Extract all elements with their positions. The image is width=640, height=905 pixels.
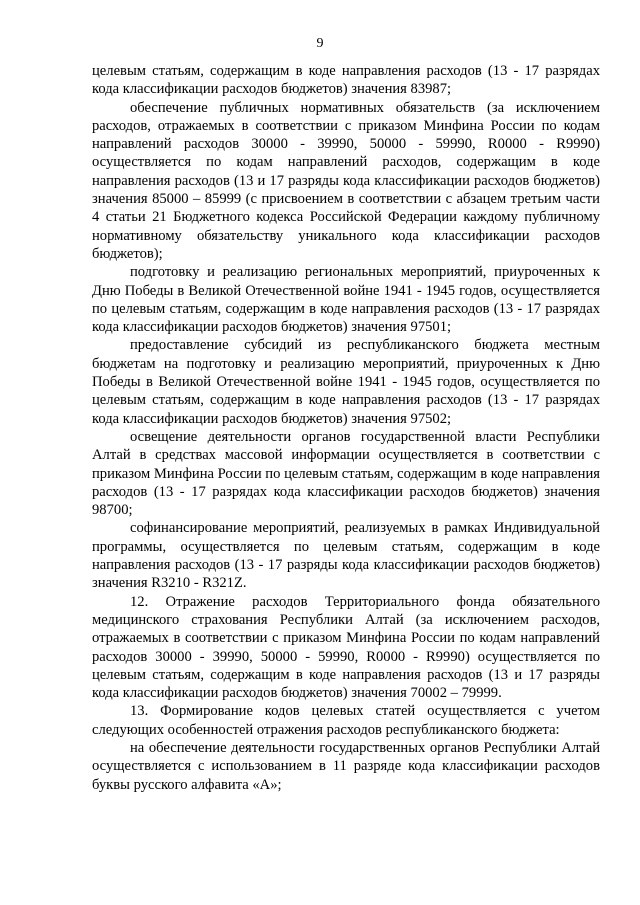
paragraph-section-13: 13. Формирование кодов целевых статей осуществляется с учетом следующих особенностей отражения расходов республиканского бюджета:	[92, 703, 600, 738]
paragraph-continuation: целевым статьям, содержащим в коде направления расходов (13 - 17 разрядах кода классификации расходов бюджетов) значения 83987;	[92, 63, 600, 98]
paragraph-public-obligations: обеспечение публичных нормативных обязательств (за исключением расходов, отражаемых в соответствии с приказом Минфина России по кодам направлений расходов 30000 - 39990, 50000 - 59990, R0000 - R9990) осуществляется по кодам направлений расходов, содержащим в коде направления расходов (13 и 17 разряды кода классификации расходов бюджетов) значения 85000 – 85999 (с присвоением в соответствии с абзацем третьим части 4 статьи 21 Бюджетного кодекса Российской Федерации каждому публичному нормативному обязательству уникального кода классификации расходов бюджетов);	[92, 99, 600, 262]
paragraph-victory-day-subsidies: предоставление субсидий из республиканского бюджета местным бюджетам на подготовку и реализацию мероприятий, приуроченных к Дню Победы в Великой Отечественной войне 1941 - 1945 годов, осуществляется по целевым статьям, содержащим в коде направления расходов (13 - 17 разрядах кода классификации расходов бюджетов) значения 97502;	[92, 337, 600, 427]
paragraph-media-coverage: освещение деятельности органов государственной власти Республики Алтай в средствах массовой информации осуществляется в соответствии с приказом Минфина России по целевым статьям, содержащим в коде направления расходов (13 - 17 разрядах кода классификации расходов бюджетов) значения 98700;	[92, 428, 600, 519]
paragraph-section-12: 12. Отражение расходов Территориального фонда обязательного медицинского страхования Республики Алтай (за исключением расходов, отражаемых в соответствии с приказом Минфина России по кодам направлений расходов 30000 - 39990, 50000 - 59990, R0000 - R9990) осуществляется по целевым статьям, содержащим в коде направления расходов (13 и 17 разряды кода классификации расходов бюджетов) значения 70002 – 79999.	[92, 593, 600, 702]
page-number: 9	[316, 36, 324, 51]
paragraph-victory-day-events: подготовку и реализацию региональных мероприятий, приуроченных к Дню Победы в Великой Отечественной войне 1941 - 1945 годов, осуществляется по целевым статьям, содержащим в коде направления расходов (13 - 17 разрядах кода классификации расходов бюджетов) значения 97501;	[92, 264, 600, 336]
paragraph-cofinancing: софинансирование мероприятий, реализуемых в рамках Индивидуальной программы, осуществляется по целевым статьям, содержащим в коде направления расходов (13 - 17 разряды кода классификации расходов бюджетов) значения R3210 - R321Z.	[92, 520, 600, 592]
paragraph-state-bodies: на обеспечение деятельности государственных органов Республики Алтай осуществляется с использованием в 11 разряде кода классификации расходов буквы русского алфавита «А»;	[92, 739, 600, 793]
document-body	[92, 62, 600, 794]
